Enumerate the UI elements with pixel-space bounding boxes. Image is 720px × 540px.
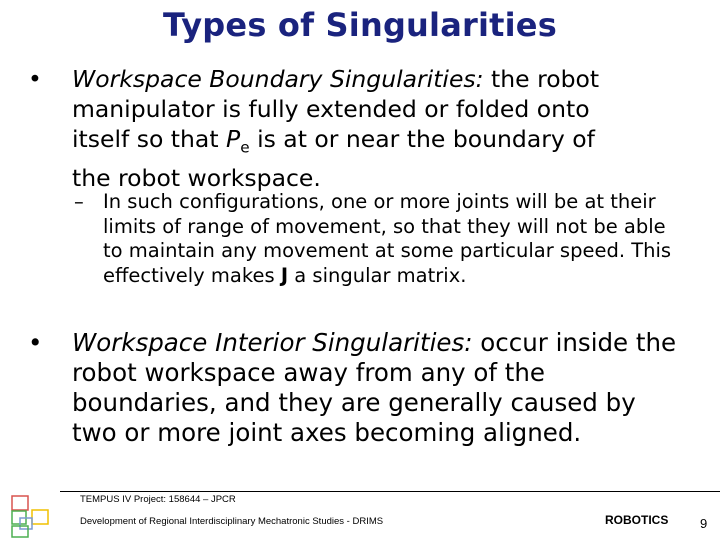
footer-project: TEMPUS IV Project: 158644 – JPCR <box>80 494 236 505</box>
bullet-term: Workspace Boundary Singularities: <box>72 65 484 93</box>
variable-p: P <box>226 125 241 153</box>
slide-title: Types of Singularities <box>163 6 557 44</box>
footer-divider <box>60 491 720 492</box>
page-number: 9 <box>700 516 708 531</box>
sub-bullet-joint-limits <box>74 190 674 288</box>
bullet-body: the robot manipulator is fully extended or folded onto itself so that <box>72 65 600 153</box>
bullet-dot: • <box>28 328 43 357</box>
bullet-text <box>72 328 678 448</box>
footer-description: Development of Regional Interdisciplinary Mechatronic Studies - DRIMS <box>80 516 384 527</box>
bullet-term: Workspace Interior Singularities: <box>72 328 473 357</box>
sub-bullet-body: In such configurations, one or more joints will be at their limits of range of movement, so that they will not be able to maintain any movement at some particular speed. This effectively makes <box>103 190 672 287</box>
bullet-body: occur inside the robot workspace away from any of the boundaries, and they are generally caused by two or more joint axes becoming aligned. <box>72 328 677 447</box>
bullet-interior-singularities <box>28 328 678 448</box>
sub-bullet-dash: – <box>74 190 84 213</box>
tempus-logo-icon <box>6 493 54 539</box>
variable-subscript: e <box>240 138 250 157</box>
bullet-text <box>72 64 628 193</box>
bullet-body-end: is at or near the boundary of the robot workspace. <box>72 125 595 192</box>
bullet-boundary-singularities <box>28 64 628 193</box>
footer-course: ROBOTICS <box>605 513 669 527</box>
sub-bullet-body-end: a singular matrix. <box>288 263 467 287</box>
matrix-j: J <box>280 263 289 287</box>
sub-bullet-text <box>103 190 674 288</box>
bullet-dot: • <box>28 65 42 93</box>
